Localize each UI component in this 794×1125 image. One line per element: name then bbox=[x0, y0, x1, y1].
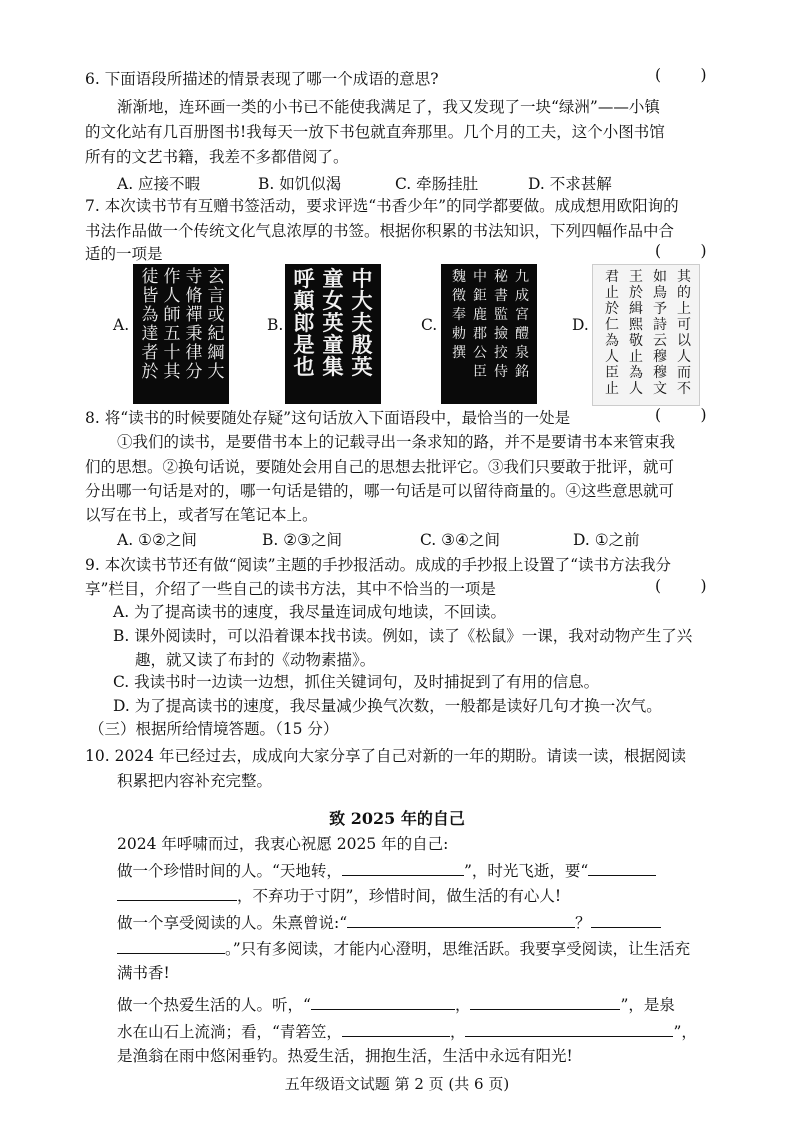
q9-option-b-line-1: B. 课外阅读时，可以沿着课本找书读。例如，读了《松鼠》一课，我对动物产生了兴 bbox=[113, 627, 693, 645]
q6-passage-line-2: 的文化站有几百册图书!我每天一放下书包就直奔那里。几个月的工夫，这个小图书馆 bbox=[85, 123, 665, 141]
calligraphy-a-column: 徒皆為達者於 bbox=[141, 267, 159, 382]
q7-stem-line-2: 书法作品做一个传统文化气息浓厚的书签。根据你积累的书法知识，下列四幅作品中合 bbox=[85, 222, 675, 240]
calligraphy-d bbox=[592, 264, 700, 406]
q6-option-c: C. 牵肠挂肚 bbox=[395, 175, 479, 193]
letter-line-5 bbox=[117, 938, 690, 959]
letter-text: 做一个热爱生活的人。听，“ bbox=[117, 996, 311, 1014]
q7-option-d-label: D. bbox=[572, 316, 589, 334]
q7-option-a-label: A. bbox=[113, 316, 130, 334]
q9-answer-paren: ( ) bbox=[655, 577, 707, 595]
q9-stem-line-2: 享”栏目，介绍了一些自己的读书方法，其中不恰当的一项是 bbox=[85, 580, 496, 598]
letter-line-6: 满书香! bbox=[117, 964, 170, 982]
letter-text: ”，是泉 bbox=[620, 996, 675, 1014]
letter-line-8 bbox=[117, 1021, 697, 1042]
fill-blank[interactable] bbox=[347, 912, 575, 928]
fill-blank[interactable] bbox=[117, 938, 225, 954]
q6-option-b: B. 如饥似渴 bbox=[258, 175, 342, 193]
q9-option-b-line-2: 趣，就又读了布封的《动物素描》。 bbox=[135, 651, 376, 669]
letter-title: 致 2025 年的自己 bbox=[329, 809, 465, 828]
letter-line-3 bbox=[117, 885, 561, 906]
letter-text: 。”只有多阅读，才能内心澄明，思维活跃。我要享受阅读，让生活充 bbox=[225, 940, 691, 958]
calligraphy-b bbox=[285, 264, 381, 404]
q9-stem-line-1: 9. 本次读书节还有做“阅读”主题的手抄报活动。成成的手抄报上设置了“读书方法我分 bbox=[85, 556, 671, 574]
q8-option-b: B. ②③之间 bbox=[262, 531, 343, 549]
letter-text: 做一个珍惜时间的人。“天地转， bbox=[117, 862, 342, 880]
letter-text: 做一个享受阅读的人。朱熹曾说:“ bbox=[117, 914, 348, 932]
q6-option-a: A. 应接不暇 bbox=[117, 175, 201, 193]
q8-passage-line-4: 以写在书上，或者写在笔记本上。 bbox=[85, 506, 318, 524]
page-footer: 五年级语文试题 第 2 页 (共 6 页) bbox=[284, 1075, 510, 1093]
fill-blank[interactable] bbox=[588, 860, 656, 876]
calligraphy-d-column: 如鳥予詩云穆穆文 bbox=[653, 269, 667, 397]
q10-stem-line-1: 10. 2024 年已经过去，成成向大家分享了自己对新的一年的期盼。请读一读，根据阅读 bbox=[85, 747, 686, 765]
q8-passage-line-3: 分出哪一句话是对的，哪一句话是错的，哪一句话是可以留待商量的。④这些意思就可 bbox=[85, 482, 675, 500]
q6-stem: 6. 下面语段所描述的情景表现了哪一个成语的意思? bbox=[85, 70, 439, 88]
q9-option-d: D. 为了提高读书的速度，我尽量减少换气次数，一般都是读好几句才换一次气。 bbox=[113, 697, 662, 715]
calligraphy-d-column: 其的上可以人而不 bbox=[677, 269, 691, 397]
fill-blank[interactable] bbox=[311, 994, 455, 1010]
q7-stem-line-3: 适的一项是 bbox=[85, 245, 163, 263]
q7-answer-paren: ( ) bbox=[655, 242, 707, 260]
letter-line-1: 2024 年呼啸而过，我衷心祝愿 2025 年的自己: bbox=[117, 835, 449, 853]
letter-text: ”， bbox=[673, 1023, 697, 1041]
fill-blank[interactable] bbox=[470, 994, 620, 1010]
q8-stem: 8. 将“读书的时候要随处存疑”这句话放入下面语段中，最恰当的一处是 bbox=[85, 409, 571, 427]
fill-blank[interactable] bbox=[591, 912, 661, 928]
q6-option-d: D. 不求甚解 bbox=[528, 175, 612, 193]
q9-option-a: A. 为了提高读书的速度，我尽量连词成句地读，不回读。 bbox=[113, 603, 507, 621]
calligraphy-b-column: 中大夫殷英 bbox=[351, 266, 373, 379]
letter-text: ， bbox=[454, 996, 471, 1014]
letter-text: ，不弃功于寸阴”，珍惜时间，做生活的有心人! bbox=[237, 887, 562, 905]
calligraphy-c-column: 九成宮醴泉銘 bbox=[515, 269, 529, 380]
letter-text: 水在山石上流淌；看，“青箬笠， bbox=[117, 1023, 342, 1041]
calligraphy-a-column: 寺脩禪秉律分 bbox=[185, 267, 203, 382]
calligraphy-c-column: 秘書監撿挍侍 bbox=[494, 269, 508, 380]
q9-option-c: C. 我读书时一边读一边想，抓住关键词句，及时捕捉到了有用的信息。 bbox=[113, 673, 600, 691]
calligraphy-a bbox=[133, 264, 229, 404]
letter-text: ”，时光飞逝，要“ bbox=[463, 862, 589, 880]
calligraphy-c-column: 魏徵奉勅撰 bbox=[452, 269, 466, 361]
q8-passage-line-2: 们的思想。②换句话说，要随处会用自己的思想去批评它。③我们只要敢于批评，就可 bbox=[85, 458, 675, 476]
q8-option-a: A. ①②之间 bbox=[117, 531, 197, 549]
calligraphy-c-column: 中鉅鹿郡公臣 bbox=[473, 269, 487, 380]
letter-text: ， bbox=[449, 1023, 466, 1041]
letter-line-7 bbox=[117, 994, 675, 1015]
q7-stem-line-1: 7. 本次读书节有互赠书签活动，要求评选“书香少年”的同学都要做。成成想用欧阳询的 bbox=[85, 197, 679, 215]
calligraphy-d-column: 君止於仁為人臣止 bbox=[605, 269, 619, 397]
letter-line-9: 是渔翁在雨中悠闲垂钓。热爱生活，拥抱生活，生活中永远有阳光! bbox=[117, 1047, 573, 1065]
calligraphy-b-column: 童女英童集 bbox=[322, 266, 344, 379]
section-three-heading: （三）根据所给情境答题。（15 分） bbox=[89, 720, 339, 738]
q8-passage-line-1: ①我们的读书，是要借书本上的记载寻出一条求知的路，并不是要请书本来管束我 bbox=[117, 433, 676, 451]
fill-blank[interactable] bbox=[117, 885, 237, 901]
letter-line-4 bbox=[117, 912, 661, 933]
q6-passage-line-1: 渐渐地，连环画一类的小书已不能使我满足了，我又发现了一块“绿洲”——小镇 bbox=[117, 98, 660, 116]
q8-answer-paren: ( ) bbox=[655, 406, 707, 424]
q10-stem-line-2: 积累把内容补充完整。 bbox=[117, 772, 273, 790]
q8-option-c: C. ③④之间 bbox=[420, 531, 500, 549]
fill-blank[interactable] bbox=[342, 1021, 450, 1037]
calligraphy-b-column: 呼顛郎是也 bbox=[293, 266, 315, 379]
q6-passage-line-3: 所有的文艺书籍，我差不多都借阅了。 bbox=[85, 148, 349, 166]
calligraphy-c bbox=[441, 264, 537, 404]
fill-blank[interactable] bbox=[465, 1021, 673, 1037]
calligraphy-a-column: 玄言或紀綱大 bbox=[207, 267, 225, 382]
letter-text: ？ bbox=[575, 914, 591, 932]
letter-line-2 bbox=[117, 860, 656, 881]
q7-option-c-label: C. bbox=[421, 316, 438, 334]
fill-blank[interactable] bbox=[342, 860, 464, 876]
calligraphy-a-column: 作人師五十其 bbox=[163, 267, 181, 382]
q7-option-b-label: B. bbox=[267, 316, 284, 334]
calligraphy-d-column: 王於緝熙敬止為人 bbox=[629, 269, 643, 397]
q8-option-d: D. ①之前 bbox=[573, 531, 640, 549]
q6-answer-paren: ( ) bbox=[655, 66, 707, 84]
